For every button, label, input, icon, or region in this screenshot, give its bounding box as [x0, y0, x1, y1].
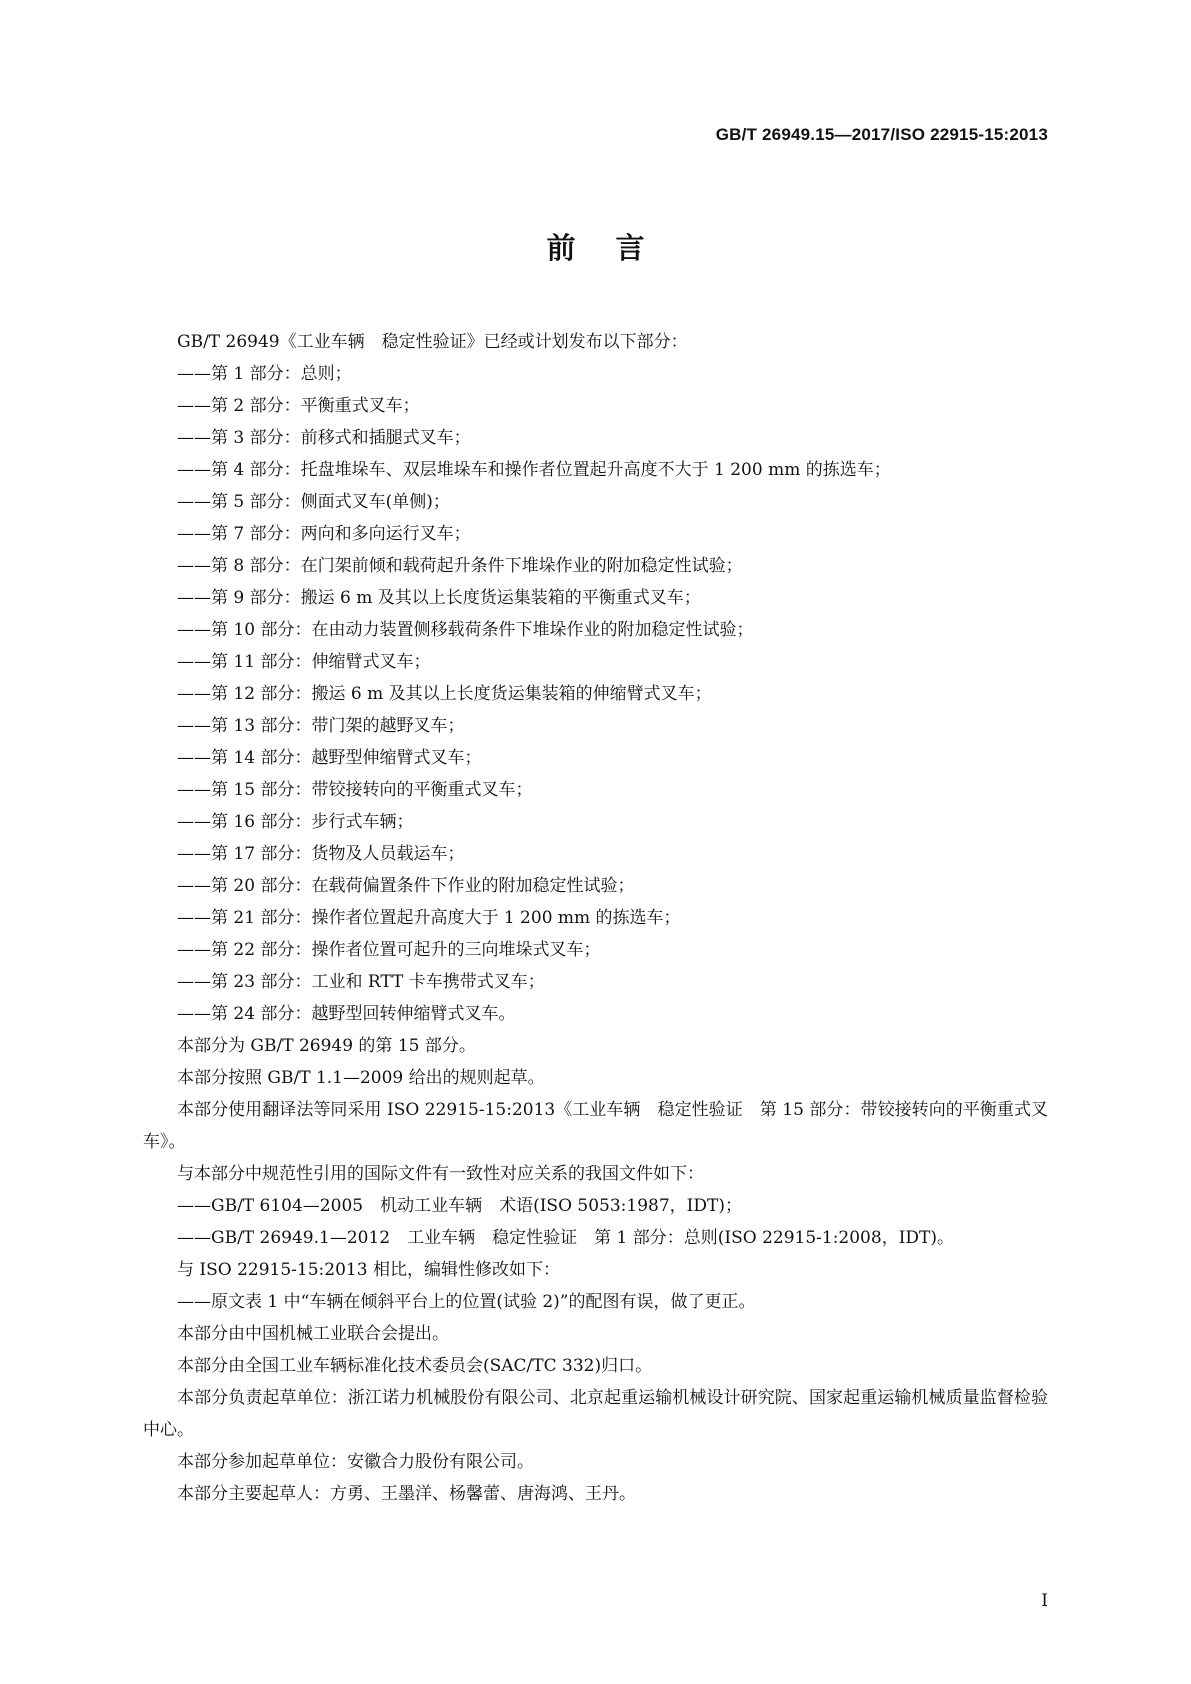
list-item-part: ——第 8 部分：在门架前倾和载荷起升条件下堆垛作业的附加稳定性试验；	[177, 556, 743, 576]
list-item-part: ——第 3 部分：前移式和插腿式叉车；	[177, 428, 471, 448]
list-item-part: ——第 11 部分：伸缩臂式叉车；	[177, 652, 431, 672]
paragraph-drafting-units: 本部分负责起草单位：浙江诺力机械股份有限公司、北京起重运输机械设计研究院、国家起重运输机械质量监督检验中心。	[143, 1388, 1048, 1440]
paragraph-participating: 本部分参加起草单位：安徽合力股份有限公司。	[177, 1452, 534, 1472]
paragraph-part-of: 本部分为 GB/T 26949 的第 15 部分。	[177, 1036, 476, 1056]
intro-paragraph: GB/T 26949《工业车辆 稳定性验证》已经或计划发布以下部分：	[177, 332, 688, 352]
paragraph-proposed: 本部分由中国机械工业联合会提出。	[177, 1324, 449, 1344]
paragraph-correspondence: 与本部分中规范性引用的国际文件有一致性对应关系的我国文件如下：	[177, 1164, 704, 1184]
list-item-part: ——第 4 部分：托盘堆垛车、双层堆垛车和操作者位置起升高度不大于 1 200 mm 的拣选车；	[177, 460, 891, 480]
paragraph-editorial: 与 ISO 22915-15:2013 相比，编辑性修改如下：	[177, 1260, 560, 1280]
foreword-body	[143, 326, 1048, 1510]
paragraph-managed: 本部分由全国工业车辆标准化技术委员会(SAC/TC 332)归口。	[177, 1356, 653, 1376]
list-item-correspondence: ——GB/T 6104—2005 机动工业车辆 术语(ISO 5053:1987，IDT)；	[177, 1196, 742, 1216]
list-item-part: ——第 24 部分：越野型回转伸缩臂式叉车。	[177, 1004, 516, 1024]
list-item-part: ——第 21 部分：操作者位置起升高度大于 1 200 mm 的拣选车；	[177, 908, 681, 928]
list-item-part: ——第 16 部分：步行式车辆；	[177, 812, 414, 832]
list-item-part: ——第 2 部分：平衡重式叉车；	[177, 396, 420, 416]
list-item-part: ——第 10 部分：在由动力装置侧移载荷条件下堆垛作业的附加稳定性试验；	[177, 620, 754, 640]
page-number: I	[1041, 1591, 1048, 1611]
list-item-correspondence: ——GB/T 26949.1—2012 工业车辆 稳定性验证 第 1 部分：总则(ISO 22915-1:2008，IDT)。	[177, 1228, 955, 1248]
list-item-part: ——第 9 部分：搬运 6 m 及其以上长度货运集装箱的平衡重式叉车；	[177, 588, 701, 608]
list-item-part: ——第 1 部分：总则；	[177, 364, 352, 384]
paragraph-drafters: 本部分主要起草人：方勇、王墨洋、杨馨蕾、唐海鸿、王丹。	[177, 1484, 636, 1504]
list-item-part: ——第 12 部分：搬运 6 m 及其以上长度货运集装箱的伸缩臂式叉车；	[177, 684, 712, 704]
list-item-part: ——第 20 部分：在载荷偏置条件下作业的附加稳定性试验；	[177, 876, 635, 896]
list-item-part: ——第 14 部分：越野型伸缩臂式叉车；	[177, 748, 482, 768]
list-item-part: ——第 15 部分：带铰接转向的平衡重式叉车；	[177, 780, 533, 800]
list-item-part: ——第 22 部分：操作者位置可起升的三向堆垛式叉车；	[177, 940, 601, 960]
page-title: 前言	[546, 231, 685, 265]
paragraph-translation: 本部分使用翻译法等同采用 ISO 22915-15:2013《工业车辆 稳定性验证 第 15 部分：带铰接转向的平衡重式叉车》。	[143, 1100, 1048, 1152]
list-item-part: ——第 7 部分：两向和多向运行叉车；	[177, 524, 471, 544]
list-item-editorial: ——原文表 1 中“车辆在倾斜平台上的位置(试验 2)”的配图有误，做了更正。	[177, 1292, 756, 1312]
list-item-part: ——第 17 部分：货物及人员载运车；	[177, 844, 465, 864]
paragraph-rules: 本部分按照 GB/T 1.1—2009 给出的规则起草。	[177, 1068, 545, 1088]
list-item-part: ——第 13 部分：带门架的越野叉车；	[177, 716, 465, 736]
list-item-part: ——第 23 部分：工业和 RTT 卡车携带式叉车；	[177, 972, 545, 992]
standard-number: GB/T 26949.15—2017/ISO 22915-15:2013	[715, 125, 1048, 144]
list-item-part: ——第 5 部分：侧面式叉车(单侧)；	[177, 492, 450, 512]
